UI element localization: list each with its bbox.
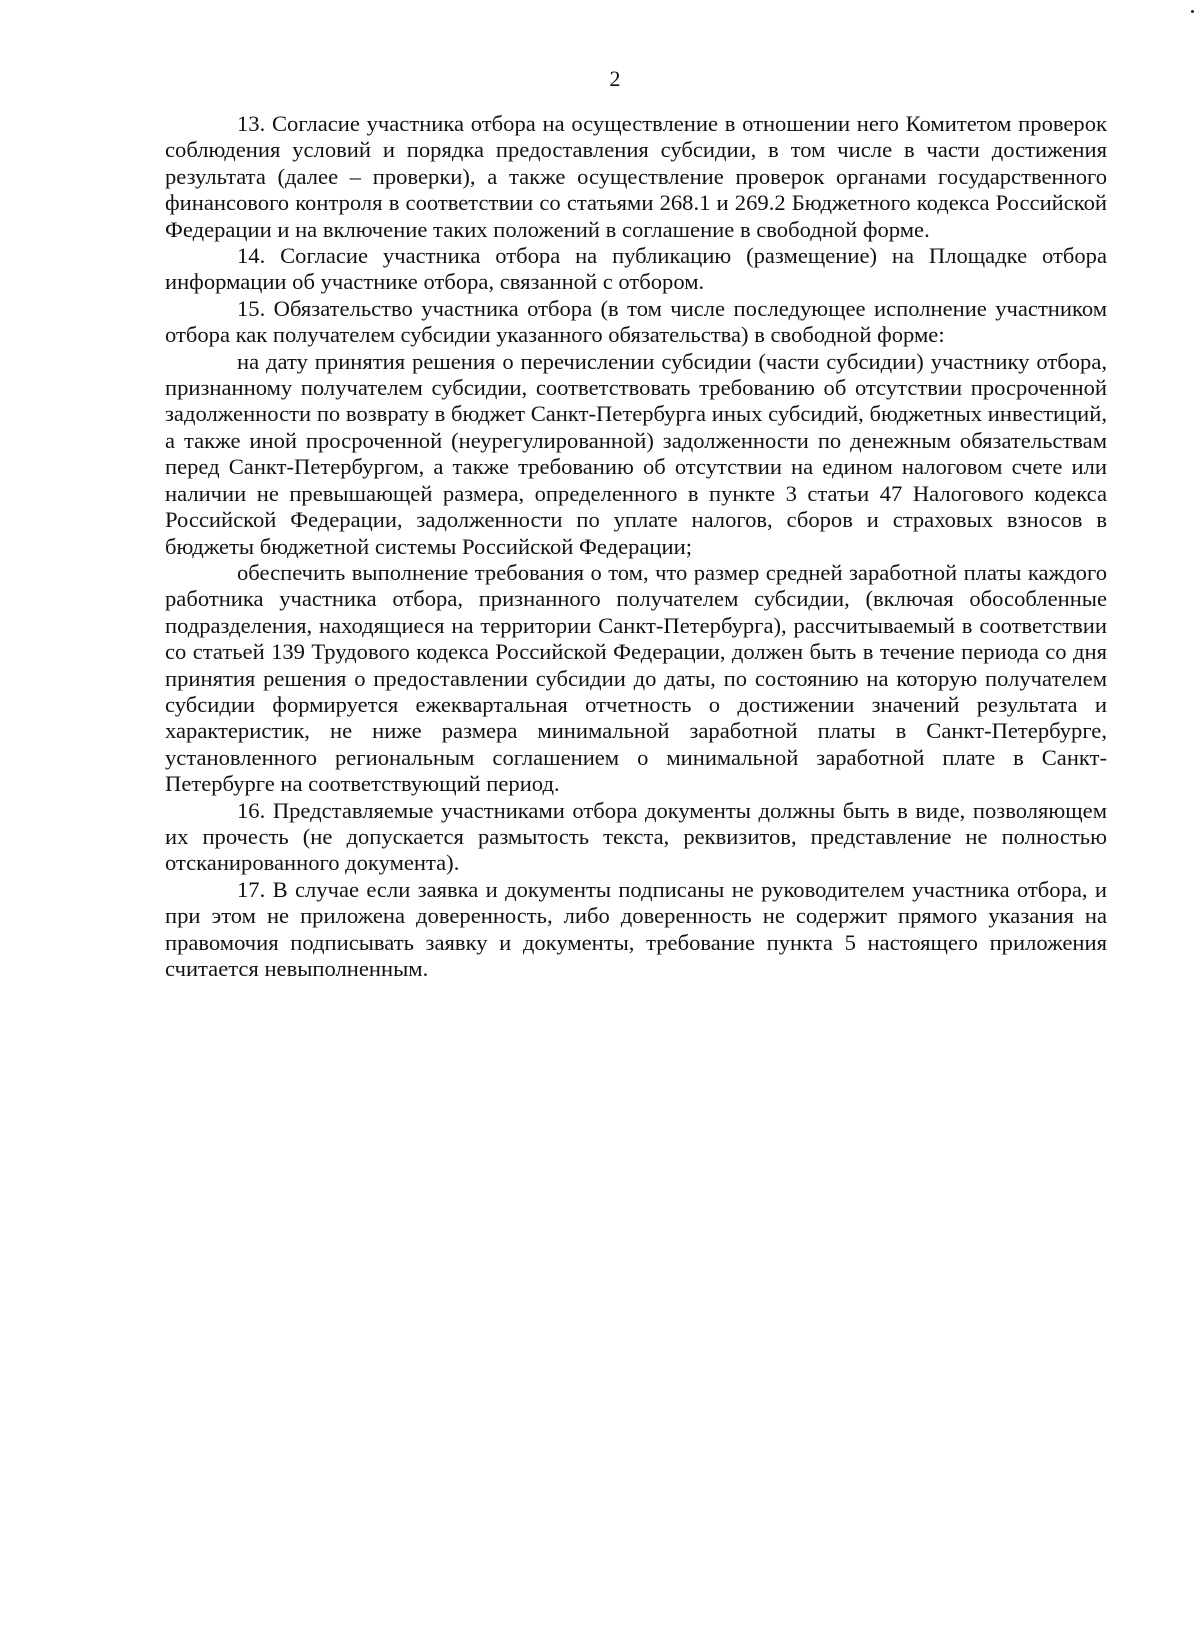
paragraph-16: 16. Представляемые участниками отбора документы должны быть в виде, позволяющем их прочесть (не допускается размытость текста, реквизитов, представление не полностью отсканированного документа). xyxy=(165,797,1107,876)
page-number: 2 xyxy=(609,66,621,91)
document-body xyxy=(165,111,1107,982)
paragraph-14: 14. Согласие участника отбора на публикацию (размещение) на Площадке отбора информации об участнике отбора, связанной с отбором. xyxy=(165,243,1107,295)
paragraph-15-obligation-1: на дату принятия решения о перечислении субсидии (части субсидии) участнику отбора, признанному получателем субсидии, соответствовать требованию об отсутствии просроченной задолженности по возврату в бюджет Санкт-Петербурга иных субсидий, бюджетных инвестиций, а также иной просроченной (неурегулированной) задолженности по денежным обязательствам перед Санкт-Петербургом, а также требованию об отсутствии на едином налоговом счете или наличии не превышающей размера, определенного в пункте 3 статьи 47 Налогового кодекса Российской Федерации, задолженности по уплате налогов, сборов и страховых взносов в бюджеты бюджетной системы Российской Федерации; xyxy=(165,348,1107,559)
paragraph-13: 13. Согласие участника отбора на осуществление в отношении него Комитетом проверок соблюдения условий и порядка предоставления субсидии, в том числе в части достижения результата (далее – проверки), а также осуществление проверок органами государственного финансового контроля в соответствии со статьями 268.1 и 269.2 Бюджетного кодекса Российской Федерации и на включение таких положений в соглашение в свободной форме. xyxy=(165,111,1107,242)
paragraph-15-obligation-2: обеспечить выполнение требования о том, что размер средней заработной платы каждого работника участника отбора, признанного получателем субсидии, (включая обособленные подразделения, находящиеся на территории Санкт-Петербурга), рассчитываемый в соответствии со статьей 139 Трудового кодекса Российской Федерации, должен быть в течение периода со дня принятия решения о предоставлении субсидии до даты, по состоянию на которую получателем субсидии формируется ежеквартальная отчетность о достижении значений результата и характеристик, не ниже размера минимальной заработной платы в Санкт-Петербурге, установленного региональным соглашением о минимальной заработной плате в Санкт-Петербурге на соответствующий период. xyxy=(165,559,1107,797)
paragraph-15: 15. Обязательство участника отбора (в том числе последующее исполнение участником отбора как получателем субсидии указанного обязательства) в свободной форме: xyxy=(165,295,1107,348)
scan-speck xyxy=(1191,10,1194,13)
paragraph-17: 17. В случае если заявка и документы подписаны не руководителем участника отбора, и при этом не приложена доверенность, либо доверенность не содержит прямого указания на правомочия подписывать заявку и документы, требование пункта 5 настоящего приложения считается невыполненным. xyxy=(165,876,1107,981)
